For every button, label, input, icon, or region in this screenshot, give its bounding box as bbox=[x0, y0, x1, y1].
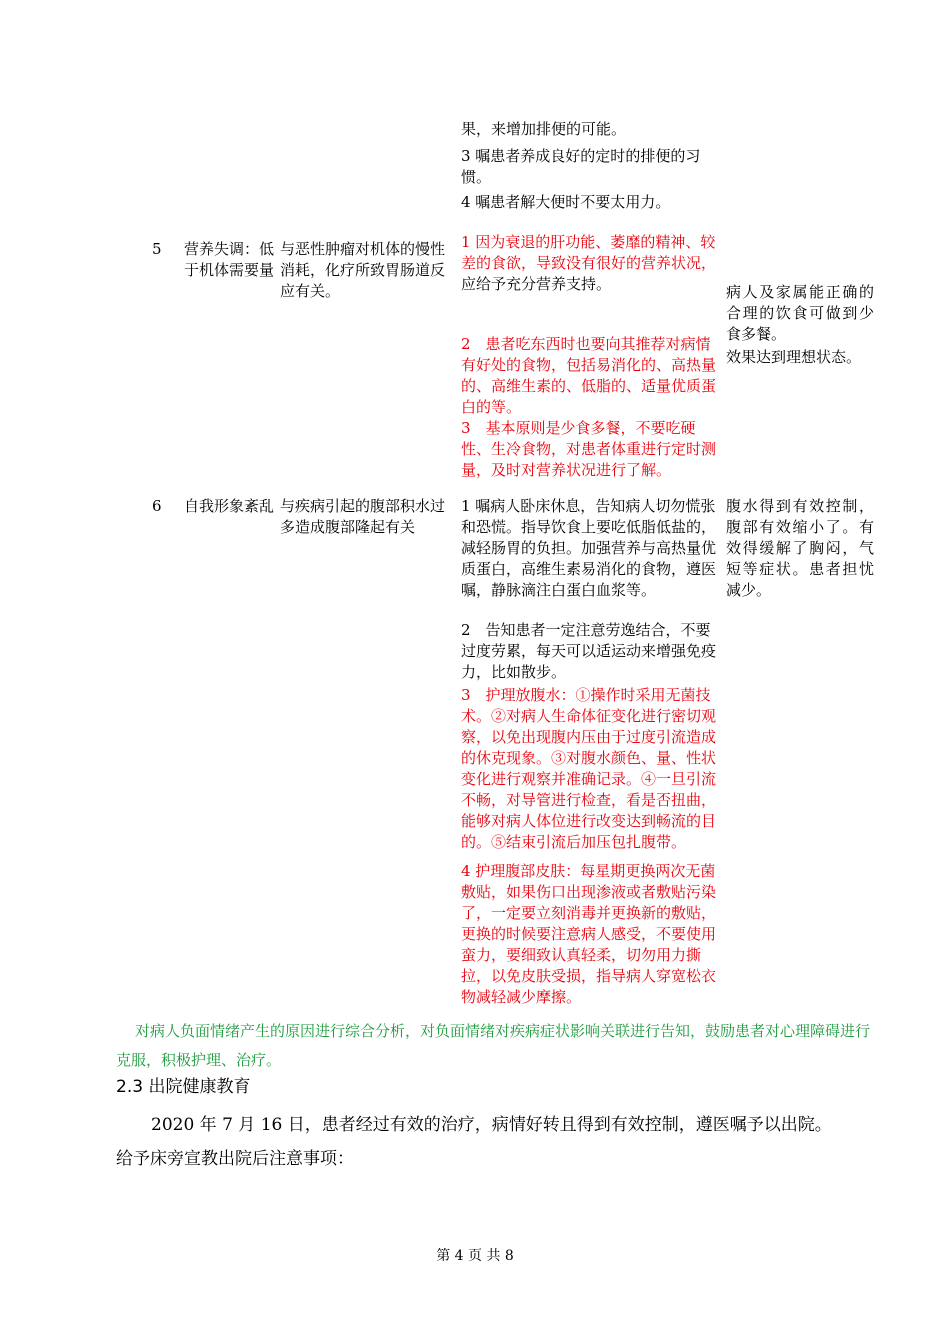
row5-measure-1-red: 1 因为衰退的肝功能、萎靡的精神、较差的食欲，导致没有很好的营养状况， bbox=[461, 233, 717, 272]
row6-measure-3: 3 护理放腹水：①操作时采用无菌技术。②对病人生命体征变化进行密切观察，以免出现腹内压由于过度引流造成的休克现象。③对腹水颜色、量、性状变化进行观察并准确记录。④一旦引流不畅，对导管进行检查，看是否扭曲，能够对病人体位进行改变达到畅流的目的。⑤结束引流后加压包扎腹带。 bbox=[461, 686, 717, 851]
row6-measure-4: 4 护理腹部皮肤：每星期更换两次无菌敷贴，如果伤口出现渗液或者敷贴污染了，一定要立刻消毒并更换新的敷贴，更换的时候要注意病人感受，不要使用蛮力，要细致认真轻柔，切勿用力撕拉，以免皮肤受损，指导病人穿宽松衣物减轻减少摩擦。 bbox=[461, 862, 717, 1006]
row5-measure-3: 3 基本原则是少食多餐，不要吃硬性、生冷食物，对患者体重进行定时测量，及时对营养状况进行了解。 bbox=[461, 419, 717, 479]
row5-measure-2: 2 患者吃东西时也要向其推荐对病情有好处的食物，包括易消化的、高热量的、高维生素的、低脂的、适量优质蛋白的等。 bbox=[461, 335, 717, 416]
row6-cause: 与疾病引起的腹部积水过多造成腹部隆起有关 bbox=[280, 497, 446, 536]
row6-problem: 自我形象紊乱 bbox=[184, 497, 275, 515]
continuation-item-3: 3 嘱患者养成良好的定时的排便的习惯。 bbox=[461, 147, 701, 186]
row6-measure-2: 2 告知患者一定注意劳逸结合，不要过度劳累，每天可以适运动来增强免疫力，比如散步。 bbox=[461, 621, 717, 681]
row5-problem: 营养失调：低于机体需要量 bbox=[184, 240, 275, 279]
continuation-line-1: 果，来增加排便的可能。 bbox=[461, 120, 627, 138]
row5-cause: 与恶性肿瘤对机体的慢性消耗，化疗所致胃肠道反应有关。 bbox=[280, 240, 446, 300]
section-paragraph-1: 2020 年 7 月 16 日，患者经过有效的治疗，病情好转且得到有效控制，遵医嘱予以出院。 bbox=[151, 1115, 832, 1135]
row5-evaluation-1: 病人及家属能正确的合理的饮食可做到少食多餐。 bbox=[726, 283, 874, 343]
page-number: 第 4 页 共 8 bbox=[436, 1248, 514, 1264]
section-paragraph-2: 给予床旁宣教出院后注意事项： bbox=[116, 1149, 354, 1169]
row5-measure-1-black: 应给予充分营养支持。 bbox=[461, 275, 612, 293]
row6-evaluation: 腹水得到有效控制，腹部有效缩小了。有效得缓解了胸闷，气短等症状。患者担忧减少。 bbox=[726, 497, 874, 599]
continuation-item-4: 4 嘱患者解大便时不要太用力。 bbox=[461, 193, 671, 211]
section-heading: 2.3 出院健康教育 bbox=[116, 1077, 251, 1097]
row6-measure-1: 1 嘱病人卧床休息，告知病人切勿慌张和恐慌。指导饮食上要吃低脂低盐的，减轻肠胃的负担。加强营养与高热量优质蛋白，高维生素易消化的食物，遵医嘱，静脉滴注白蛋白血浆等。 bbox=[461, 497, 717, 599]
row5-measure-1 bbox=[461, 232, 723, 295]
row5-evaluation-2: 效果达到理想状态。 bbox=[726, 348, 862, 366]
row5-number: 5 bbox=[152, 240, 162, 258]
green-note: 对病人负面情绪产生的原因进行综合分析，对负面情绪对疾病症状影响关联进行告知，鼓励患者对心理障碍进行克服，积极护理、治疗。 bbox=[116, 1022, 871, 1069]
row6-number: 6 bbox=[152, 497, 162, 515]
